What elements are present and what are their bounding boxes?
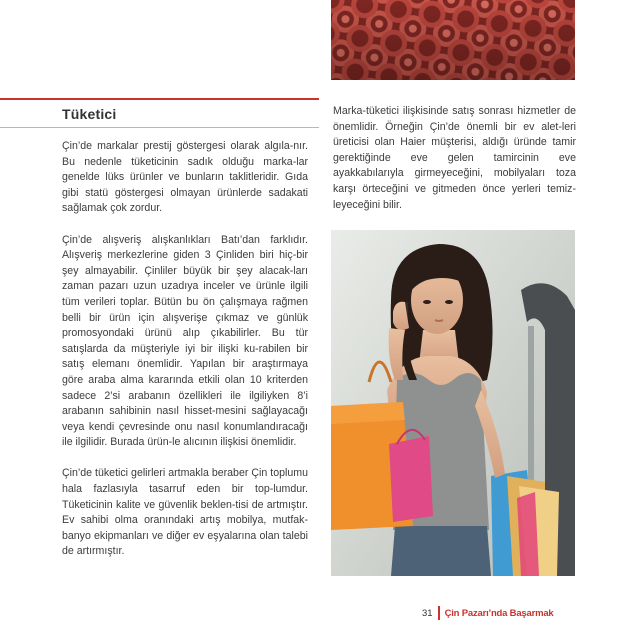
- page-footer: [422, 606, 554, 620]
- right-column-text: [333, 104, 576, 213]
- footer-divider: [438, 606, 440, 620]
- section-rule-grey: [0, 127, 319, 128]
- section-rule-red: [0, 98, 319, 100]
- paragraph: Çin’de markalar prestij göstergesi olarak algıla-nır. Bu nedenle tüketicinin sadık olduğu marka-lar genelde lüks ürünler ve bunların taklitleridir. Gıda gibi statü göstergesi olmayan ürünlerde sadakati sağlamak çok zordur.: [62, 140, 308, 215]
- book-title: Çin Pazarı’nda Başarmak: [444, 607, 554, 619]
- paragraph: Çin’de alışveriş alışkanlıkları Batı’dan farklıdır. Alışveriş merkezlerine giden 3 Çinliden biri hiç-bir şey almayabilir. Çinliler büyük bir şey alacak-ları zaman pazarı uzun uzadıya inceler ve ürünle ilgili tüm verileri toplar. Bütün bu ön çalışmaya rağmen belli bir ürün için alışverişe çıkmaz ve günlük promosyondaki ürünü alıp çıkabilirler. Bu tür satışlarda da müşteriyle iyi bir ilişki ku-rabilen bir satış elemanı önemlidir. Yapılan bir araştırmaya göre araba alma kararında etkili olan 10 kriterden sadece 2’si arabanın özellikleri ile ilgiliyken 8’i arabanın sahibinin nasıl hisset-mesini sağlayacağı veya kendi çevresinde onu nasıl konumlandıracağı ile ilgilidir. Burada ürün-le alıcının ilişkisi önemlidir.: [62, 233, 308, 449]
- paragraph: Çin’de tüketici gelirleri artmakla beraber Çin toplumu hala fazlasıyla tasarruf eden bir top-lumdur. Tüketicinin kalite ve güvenlik beklen-tisi de artmıştır. Ev sahibi olma oranındaki artış mobilya, mutfak-banyo ekipmanları ve diğer ev eşyalarına olan talebi de artırmıştır.: [62, 467, 308, 558]
- decorative-lattice-image: [331, 0, 575, 80]
- page-number: 31: [422, 607, 433, 619]
- paragraph: Marka-tüketici ilişkisinde satış sonrası hizmetler de önemlidir. Örneğin Çin’de önemli bir ev alet-leri üreticisi olan Haier müşterisi, aldığı üründe tamir gerektiğinde eve gelen tamircinin eve ayakkabılarıyla girmeyeceğini, mobilyaları toza karşı örteceğini ve gitmeden önce yerleri temiz-leyeceğini bilir.: [333, 105, 576, 211]
- left-column-text: [62, 139, 308, 576]
- shopper-photo: [331, 230, 575, 576]
- section-title: Tüketici: [62, 106, 117, 122]
